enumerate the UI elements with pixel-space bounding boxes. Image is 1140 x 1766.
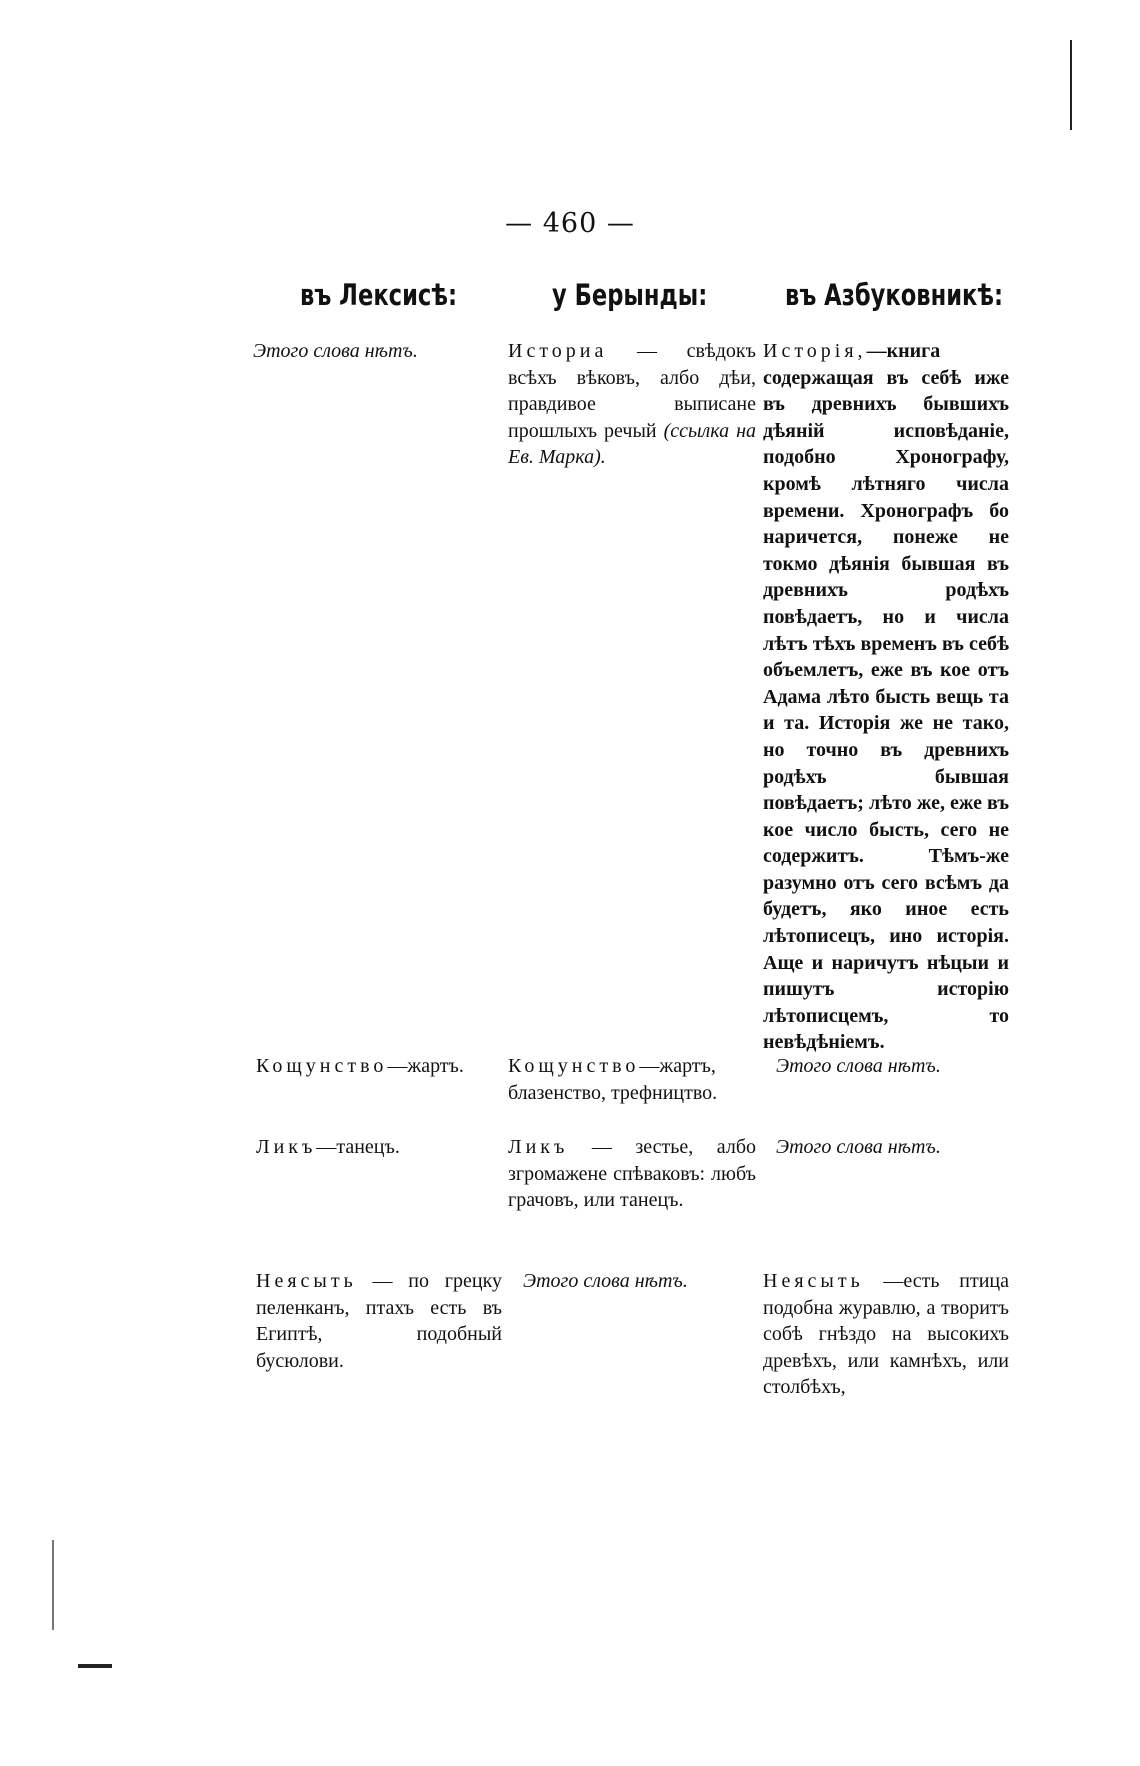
entry-head: Ликъ bbox=[508, 1136, 569, 1158]
header-lexis: въ Лексисѣ: bbox=[300, 278, 458, 312]
entry-neyasyt-lexis bbox=[256, 1268, 502, 1374]
entry-lik-berynda bbox=[508, 1134, 756, 1214]
entry-head: Кощунство bbox=[508, 1055, 640, 1077]
entry-istoria-azbukovnik bbox=[763, 338, 1009, 1056]
scan-mark bbox=[78, 1664, 112, 1668]
entry-head: Кощунство bbox=[256, 1055, 388, 1077]
page-number: — 460 — bbox=[505, 208, 635, 239]
entry-head: Исторія, bbox=[763, 340, 867, 362]
entry-text: — свѣдокъ всѣхъ вѣковъ, албо дѣи, правдивое выписане прошлыхъ речый bbox=[508, 340, 756, 442]
entry-text: —книга содержащая въ себѣ иже въ древнихъ бывшихъ дѣяній исповѣданіе, подобно Хронографу, кромѣ лѣтняго числа времени. Хронографъ бо наричется, понеже не токмо дѣянія бывшая въ древнихъ родѣхъ повѣдаетъ, но и числа лѣтъ тѣхъ временъ въ себѣ объемлетъ, еже въ кое отъ Адама лѣто бысть вещь та и та. Исторія же не тако, но точно въ древнихъ родѣхъ бывшая повѣдаетъ; лѣто же, еже въ кое число бысть, сего не содержитъ. Тѣмъ-же разумно отъ сего всѣмъ да будетъ, яко иное есть лѣтописецъ, ино исторія. Аще и наричутъ нѣцыи и пишутъ исторію лѣтописцемъ, то невѣдѣніемъ. bbox=[763, 340, 1009, 1054]
entry-istoria-berynda bbox=[508, 338, 756, 471]
entry-koshchunstvo-azbukovnik: Этого слова нѣтъ. bbox=[776, 1055, 941, 1077]
entry-text: —есть птица подобна журавлю, а творитъ собѣ гнѣздо на высокихъ древѣхъ, или камнѣхъ, или столбѣхъ, bbox=[763, 1270, 1009, 1399]
entry-lik-azbukovnik: Этого слова нѣтъ. bbox=[776, 1136, 941, 1158]
entry-neyasyt-azbukovnik bbox=[763, 1268, 1009, 1401]
entry-istoria-lexis: Этого слова нѣтъ. bbox=[253, 340, 418, 362]
entry-koshchunstvo-berynda bbox=[508, 1053, 756, 1106]
entry-lik-lexis bbox=[256, 1134, 506, 1161]
entry-text: —жартъ, блазенство, трефництво. bbox=[508, 1055, 718, 1104]
entry-neyasyt-berynda: Этого слова нѣтъ. bbox=[523, 1270, 688, 1292]
entry-text: — зестье, албо згромажене спѣваковъ: любъ грачовъ, или танецъ. bbox=[508, 1136, 756, 1212]
entry-head: Неясыть bbox=[256, 1270, 357, 1292]
entry-head: Историа bbox=[508, 340, 608, 362]
entry-text: —жартъ. bbox=[387, 1055, 464, 1077]
header-azbukovnik: въ Азбуковникѣ: bbox=[785, 278, 1004, 312]
entry-text: —танецъ. bbox=[316, 1136, 400, 1158]
scan-mark bbox=[1070, 40, 1072, 130]
entry-koshchunstvo-lexis bbox=[256, 1053, 506, 1080]
entry-head: Ликъ bbox=[256, 1136, 317, 1158]
scan-mark bbox=[52, 1540, 54, 1630]
header-berynda: у Берынды: bbox=[552, 278, 708, 312]
entry-head: Неясыть bbox=[763, 1270, 864, 1292]
entry-text: — по грецку пеленканъ, птахъ есть въ Египтѣ, подобный бусюлови. bbox=[256, 1270, 502, 1372]
entry-reference: (ссылка на Ев. Марка). bbox=[508, 419, 756, 469]
